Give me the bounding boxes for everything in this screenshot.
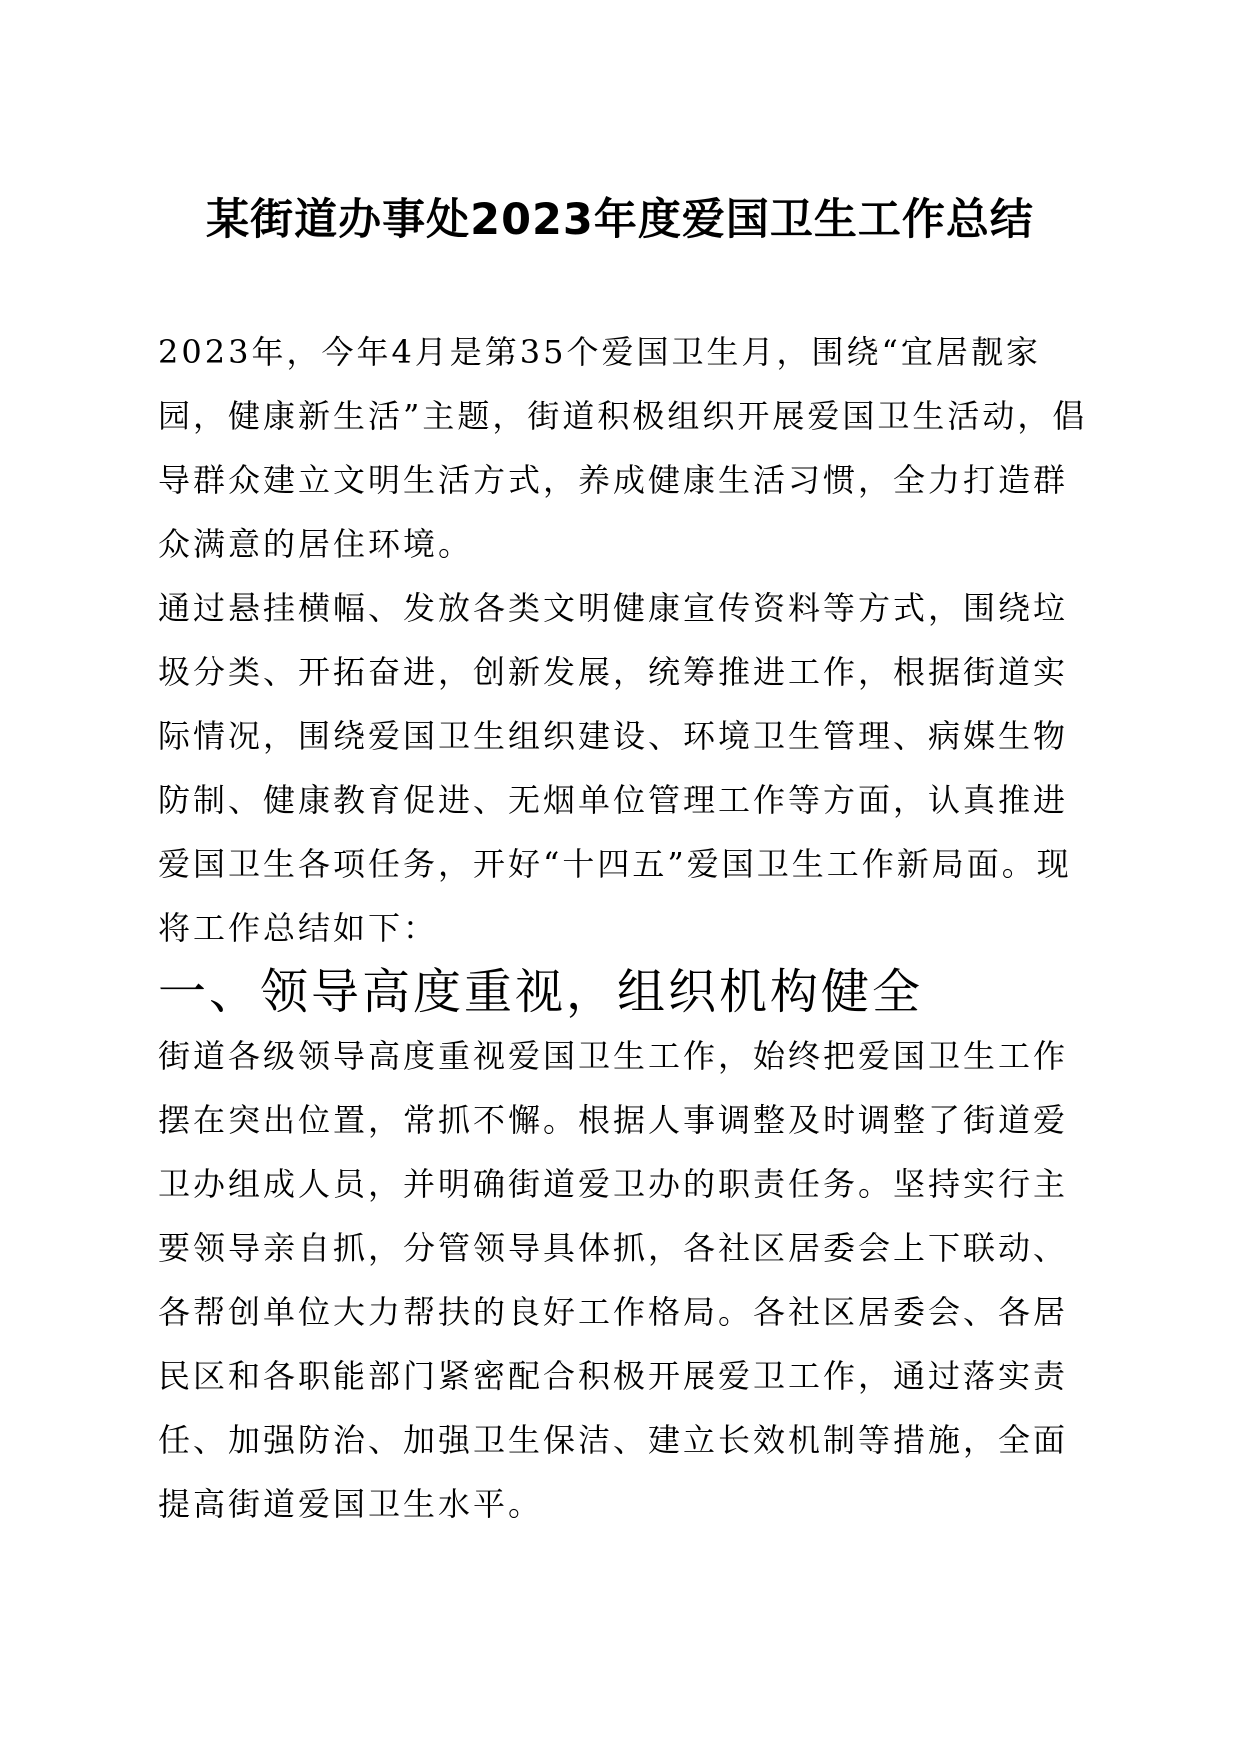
document-body: [158, 320, 1088, 1536]
document-title: 某街道办事处2023年度爱国卫生工作总结: [206, 195, 1034, 245]
intro-paragraph: 2023年，今年4月是第35个爱国卫生月，围绕“宜居靓家园，健康新生活”主题，街道积极组织开展爱国卫生活动，倡导群众建立文明生活方式，养成健康生活习惯，全力打造群众满意的居住环境。: [158, 333, 1088, 563]
section-heading-1: 一、领导高度重视，组织机构健全: [158, 964, 924, 1020]
section-1-paragraph: 街道各级领导高度重视爱国卫生工作，始终把爱国卫生工作摆在突出位置，常抓不懈。根据人事调整及时调整了街道爱卫办组成人员，并明确街道爱卫办的职责任务。坚持实行主要领导亲自抓，分管领导具体抓，各社区居委会上下联动、各帮创单位大力帮扶的良好工作格局。各社区居委会、各居民区和各职能部门紧密配合积极开展爱卫工作，通过落实责任、加强防治、加强卫生保洁、建立长效机制等措施，全面提高街道爱国卫生水平。: [158, 1037, 1069, 1523]
overview-paragraph: 通过悬挂横幅、发放各类文明健康宣传资料等方式，围绕垃圾分类、开拓奋进，创新发展，统筹推进工作，根据街道实际情况，围绕爱国卫生组织建设、环境卫生管理、病媒生物防制、健康教育促进、无烟单位管理工作等方面，认真推进爱国卫生各项任务，开好“十四五”爱国卫生工作新局面。现将工作总结如下：: [158, 589, 1072, 947]
